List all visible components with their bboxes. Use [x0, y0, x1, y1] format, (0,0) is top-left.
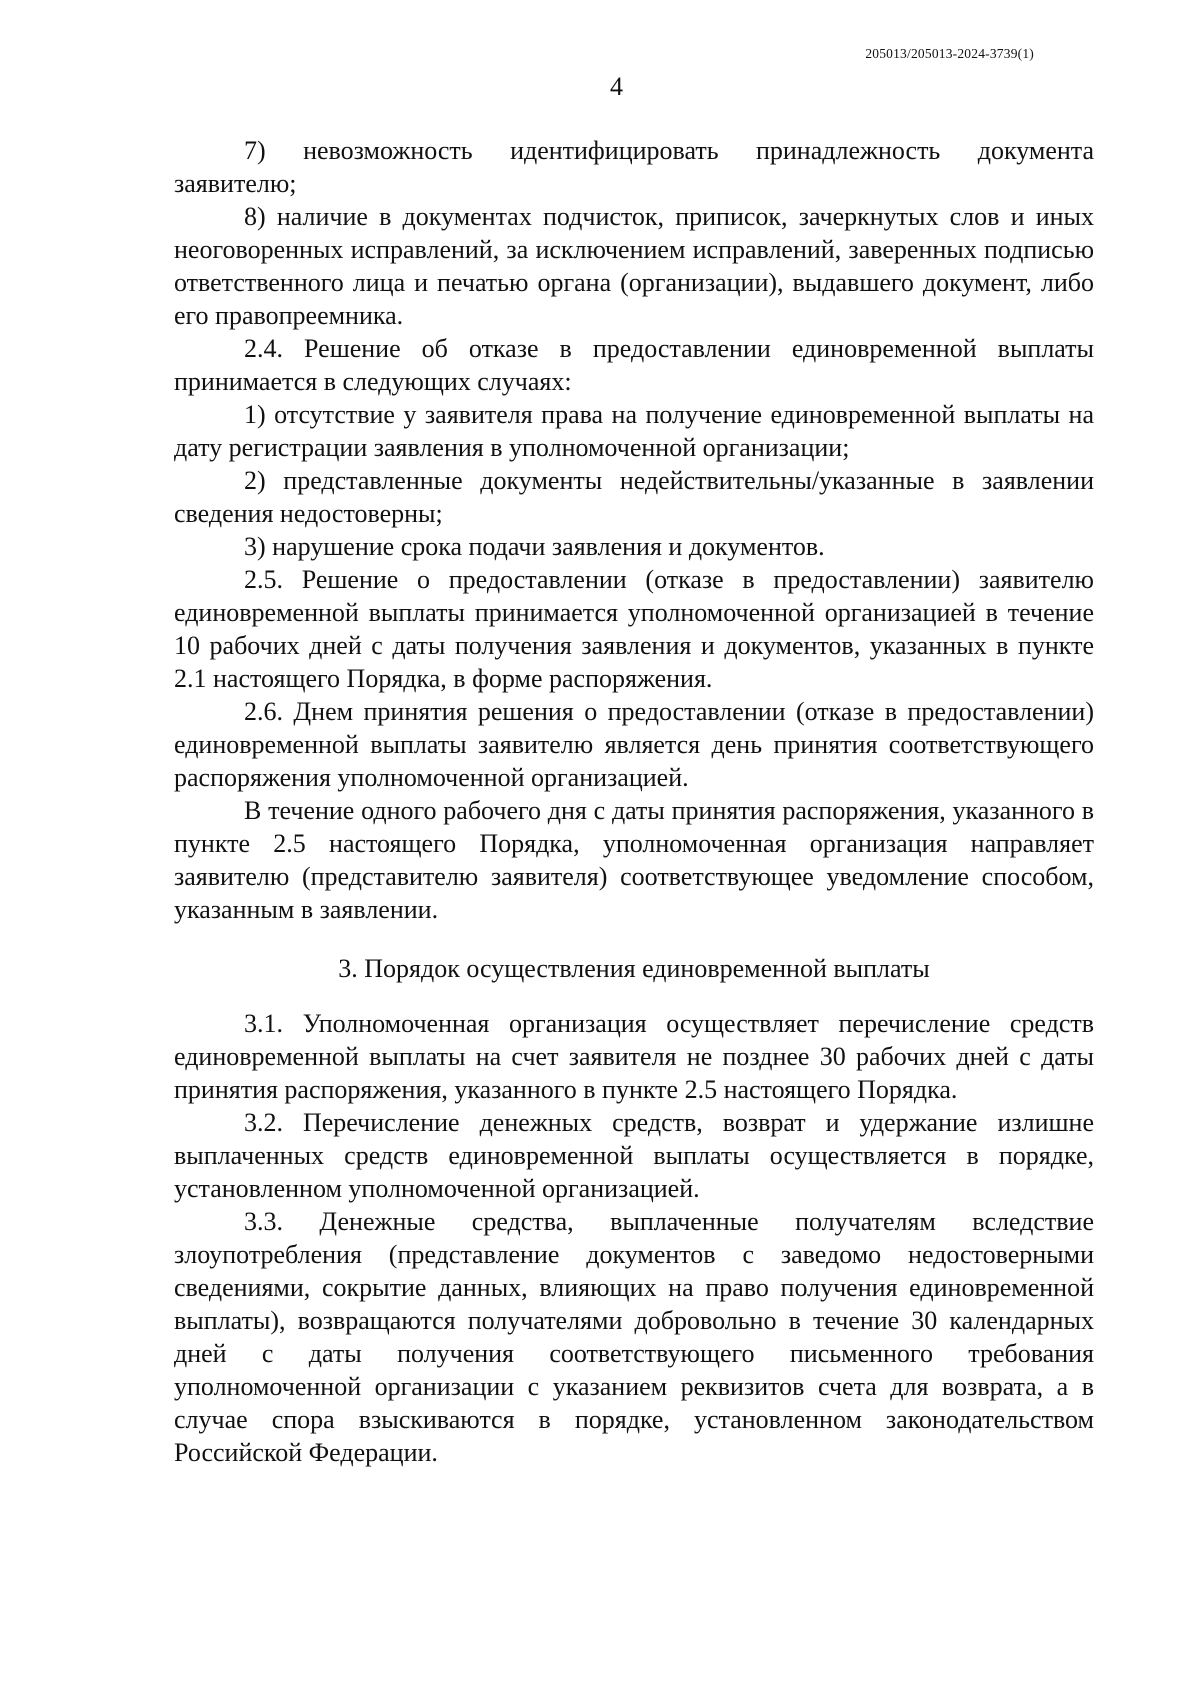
paragraph-item-7: 7) невозможность идентифицировать принадлежность документа заявителю;	[174, 136, 1094, 198]
paragraph-3-1: 3.1. Уполномоченная организация осуществляет перечисление средств единовременной выплаты на счет заявителя не позднее 30 рабочих дней с даты принятия распоряжения, указанного в пункте 2.5 настоящего Порядка.	[174, 1009, 1094, 1104]
paragraph-refusal-case-2: 2) представленные документы недействительны/указанные в заявлении сведения недостоверны;	[174, 466, 1094, 528]
paragraph-2-4: 2.4. Решение об отказе в предоставлении единовременной выплаты принимается в следующих случаях:	[174, 334, 1094, 396]
document-body	[174, 134, 1094, 1469]
paragraph-2-5: 2.5. Решение о предоставлении (отказе в предоставлении) заявителю единовременной выплаты принимается уполномоченной организацией в течение 10 рабочих дней с даты получения заявления и документов, указанных в пункте 2.1 настоящего Порядка, в форме распоряжения.	[174, 565, 1094, 693]
document-id: 205013/205013-2024-3739(1)	[865, 46, 1034, 61]
paragraph-3-2: 3.2. Перечисление денежных средств, возврат и удержание излишне выплаченных средств единовременной выплаты осуществляется в порядке, установленном уполномоченной организацией.	[174, 1108, 1094, 1203]
page-number: 4	[610, 72, 623, 101]
paragraph-2-6: 2.6. Днем принятия решения о предоставлении (отказе в предоставлении) единовременной выплаты заявителю является день принятия соответствующего распоряжения уполномоченной организацией.	[174, 697, 1094, 792]
section-3-heading: 3. Порядок осуществления единовременной выплаты	[338, 954, 930, 983]
paragraph-item-8: 8) наличие в документах подчисток, приписок, зачеркнутых слов и иных неоговоренных исправлений, за исключением исправлений, заверенных подписью ответственного лица и печатью органа (организации), выдавшего документ, либо его правопреемника.	[174, 202, 1094, 330]
paragraph-notification: В течение одного рабочего дня с даты принятия распоряжения, указанного в пункте 2.5 настоящего Порядка, уполномоченная организация направляет заявителю (представителю заявителя) соответствующее уведомление способом, указанным в заявлении.	[174, 796, 1094, 924]
paragraph-refusal-case-3: 3) нарушение срока подачи заявления и документов.	[244, 532, 825, 561]
paragraph-refusal-case-1: 1) отсутствие у заявителя права на получение единовременной выплаты на дату регистрации заявления в уполномоченной организации;	[174, 400, 1094, 462]
paragraph-3-3: 3.3. Денежные средства, выплаченные получателям вследствие злоупотребления (представление документов с заведомо недостоверными сведениями, сокрытие данных, влияющих на право получения единовременной выплаты), возвращаются получателями добровольно в течение 30 календарных дней с даты получения соответствующего письменного требования уполномоченной организации с указанием реквизитов счета для возврата, а в случае спора взыскиваются в порядке, установленном законодательством Российской Федерации.	[174, 1207, 1094, 1467]
